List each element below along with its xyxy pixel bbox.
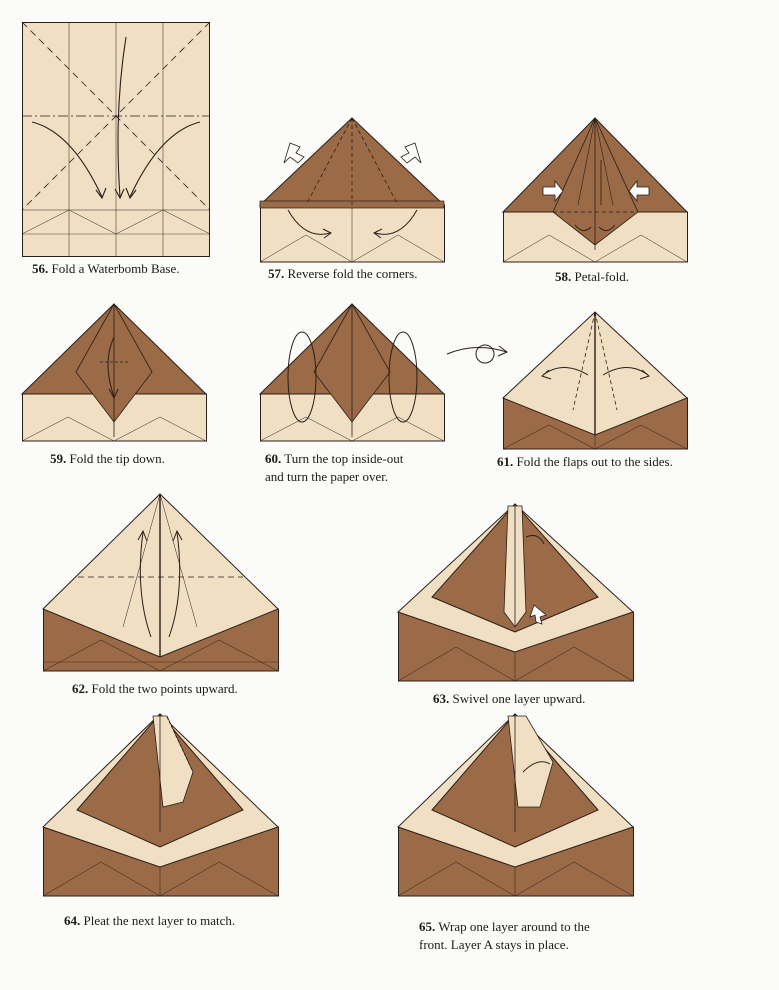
step-62-diagram — [43, 492, 279, 672]
step-61-diagram — [503, 310, 688, 450]
step-62-number: 62. — [72, 681, 89, 696]
step-64-number: 64. — [64, 913, 81, 928]
step-59-caption — [50, 450, 165, 468]
step-58-diagram — [503, 115, 688, 263]
step-62-caption — [72, 680, 238, 698]
step-59-number: 59. — [50, 451, 67, 466]
step-65-caption — [419, 918, 590, 954]
step-59-diagram — [22, 302, 207, 442]
step-60-diagram — [260, 302, 445, 442]
step-59-text: Fold the tip down. — [69, 451, 165, 466]
step-56-text: Fold a Waterbomb Base. — [51, 261, 180, 276]
step-63-text: Swivel one layer upward. — [452, 691, 586, 706]
step-65-text-line2: front. Layer A stays in place. — [419, 937, 569, 952]
step-64-diagram — [43, 712, 279, 897]
step-60-caption — [265, 450, 403, 486]
step-58-text: Petal-fold. — [574, 269, 630, 284]
step-57-number: 57. — [268, 266, 285, 281]
step-64-caption — [64, 912, 235, 930]
step-58-caption — [555, 268, 629, 286]
step-57-text: Reverse fold the corners. — [287, 266, 418, 281]
step-63-number: 63. — [433, 691, 450, 706]
step-62-text: Fold the two points upward. — [91, 681, 238, 696]
step-57-caption — [268, 265, 417, 283]
step-63-diagram — [398, 502, 634, 682]
step-63-caption — [433, 690, 585, 708]
step-60-text-line2: and turn the paper over. — [265, 469, 389, 484]
step-65-text: Wrap one layer around to the — [438, 919, 590, 934]
step-56-caption — [32, 260, 179, 278]
step-65-diagram — [398, 712, 634, 897]
step-56-diagram — [22, 22, 210, 257]
step-60-text: Turn the top inside-out — [284, 451, 404, 466]
step-65-number: 65. — [419, 919, 436, 934]
step-58-number: 58. — [555, 269, 572, 284]
step-61-number: 61. — [497, 454, 514, 469]
step-64-text: Pleat the next layer to match. — [83, 913, 236, 928]
step-61-text: Fold the flaps out to the sides. — [516, 454, 673, 469]
step-61-caption — [497, 453, 673, 471]
step-56-number: 56. — [32, 261, 49, 276]
step-57-diagram — [260, 115, 445, 263]
step-60-number: 60. — [265, 451, 282, 466]
